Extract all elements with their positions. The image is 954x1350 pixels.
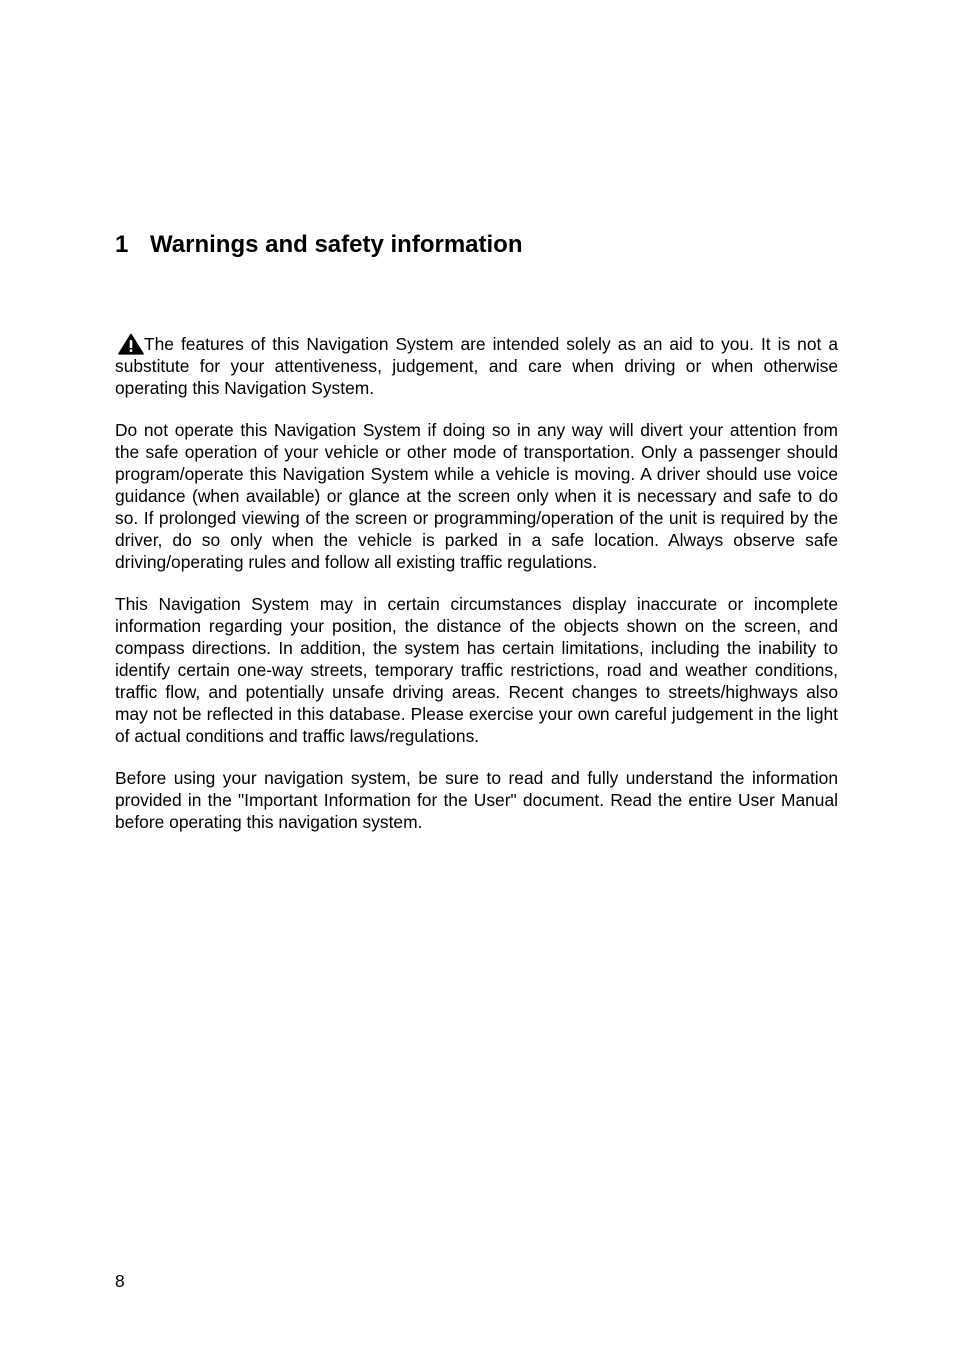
section-heading	[115, 229, 522, 261]
paragraph-intro	[115, 333, 838, 399]
paragraph-attention: Do not operate this Navigation System if doing so in any way will divert your attention from the safe operation of your vehicle or other mode of transportation. Only a passenger should program/operate this Navigation System while a vehicle is moving. A driver should use voice guidance (when available) or glance at the screen only when it is necessary and safe to do so. If prolonged viewing of the screen or programming/operation of the unit is required by the driver, do so only when the vehicle is parked in a safe location. Always observe safe driving/operating rules and follow all existing traffic regulations.	[115, 420, 838, 572]
paragraph-limitations: This Navigation System may in certain circumstances display inaccurate or incomplete information regarding your position, the distance of the objects shown on the screen, and compass directions. In addition, the system has certain limitations, including the inability to identify certain one-way streets, temporary traffic restrictions, road and weather conditions, traffic flow, and potentially unsafe driving areas. Recent changes to streets/highways also may not be reflected in this database. Please exercise your own careful judgement in the light of actual conditions and traffic laws/regulations.	[115, 594, 838, 746]
paragraph-text: The features of this Navigation System are intended solely as an aid to you. It is not a substitute for your attentiveness, judgement, and care when driving or when otherwise operating this Navigation System.	[115, 334, 838, 398]
section-title: Warnings and safety information	[150, 231, 523, 258]
section-number: 1	[115, 231, 129, 258]
paragraph-before-using: Before using your navigation system, be sure to read and fully understand the information provided in the "Important Information for the User" document. Read the entire User Manual before operating this navigation system.	[115, 768, 838, 832]
body-text	[115, 333, 838, 853]
warning-triangle-icon	[118, 333, 144, 355]
page-number: 8	[115, 1271, 125, 1291]
